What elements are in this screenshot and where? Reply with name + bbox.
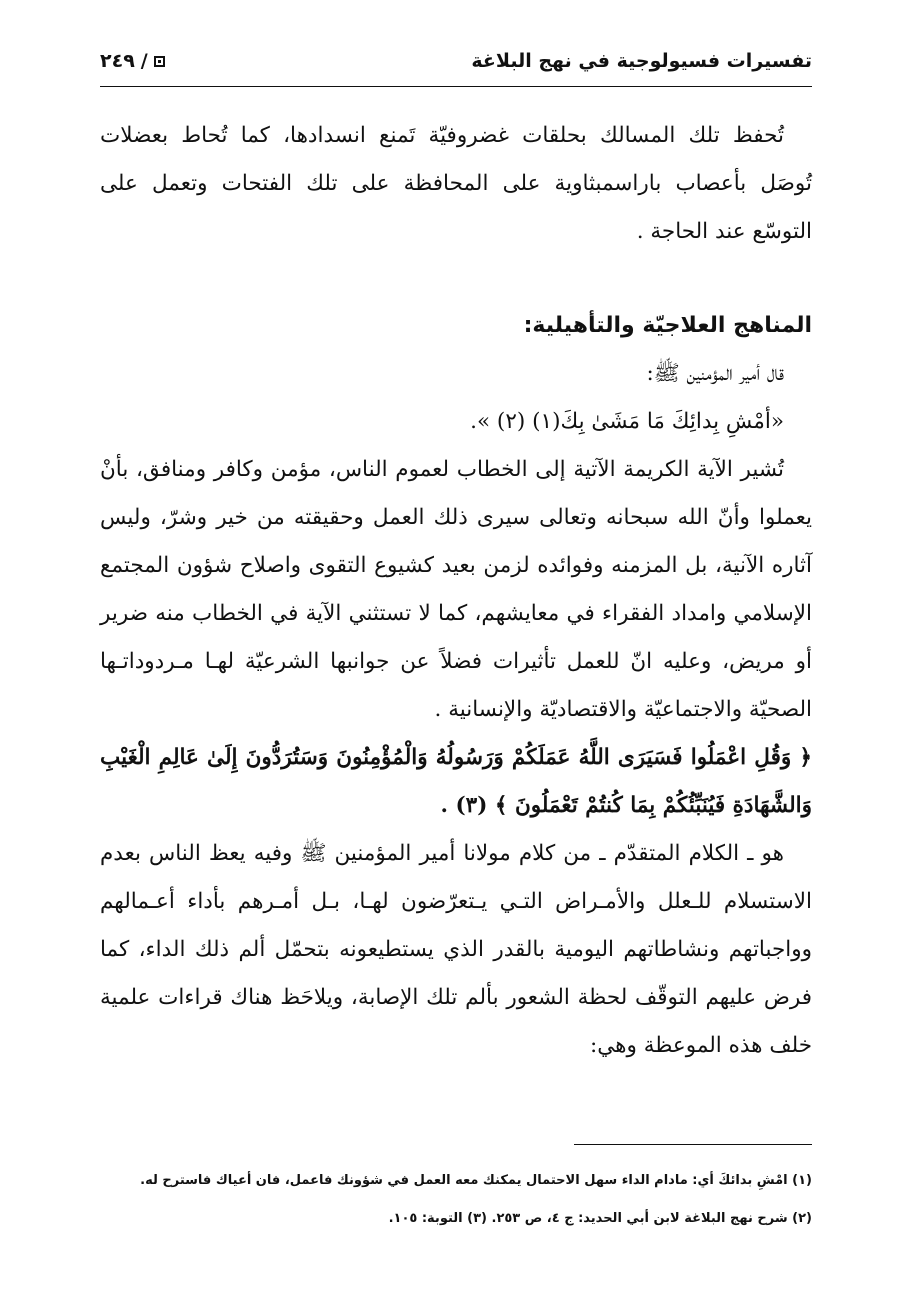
section-heading: المناهج العلاجيّة والتأهيلية: — [523, 313, 812, 338]
page-separator: / — [140, 50, 148, 72]
footnote-divider — [100, 1144, 812, 1145]
paragraph-commentary: تُشير الآية الكريمة الآتية إلى الخطاب لعموم الناس، مؤمن وكافر ومنافق، بأنْ يعملوا وأنّ الله سبحانه وتعالى سيرى ذلك العمل وحقيقته من خير وشرّ، وليس آثاره الآنية، بل المزمنه وفوائده لزمن بعيد كشيوع التقوى واصلاح شؤون المجتمع الإسلامي وامداد الفقراء في معايشهم، كما لا تستثني الآية في الخطاب منه ضرير أو مريض، وعليه انّ للعمل تأثيرات فضلاً عن جوانبها الشرعيّة لهـا مـردوداتـها الصحيّة والاجتماعيّة والاقتصاديّة والإنسانية . — [100, 457, 812, 722]
body-text — [100, 112, 812, 1070]
running-header — [100, 44, 812, 78]
paragraph-intro: تُحفظ تلك المسالك بحلقات غضروفيّة تَمنع انسدادها، كما تُحاط بعضلات تُوصَل بأعصاب باراسمبثاوية على المحافظة على تلك الفتحات وتعمل على التوسّع عند الحاجة . — [100, 123, 812, 244]
paragraph-explanation: هو ـ الكلام المتقدّم ـ من كلام مولانا أمير المؤمنين ﷺ وفيه يعظ الناس بعدم الاستسلام للـعلل والأمـراض التـي يـتعرّضون لهـا، بـل أمـرهم بأداء أعـمالهم وواجباتهم ونشاطاتهم اليومية بالقدر الذي يستطيعونه بتحمّل ألم ذلك الداء، كما فرض عليهم التوقّف لحظة الشعور بألم تلك الإصابة، ويلاحَظ هناك قراءات علمية خلف هذه الموعظة وهي: — [100, 841, 812, 1058]
page-number: ٢٤٩ — [100, 50, 135, 72]
book-title: تفسيرات فسيولوجية في نهج البلاغة — [471, 50, 812, 72]
quran-verse: ﴿ وَقُلِ اعْمَلُوا فَسَيَرَى اللَّهُ عَمَلَكُمْ وَرَسُولُهُ وَالْمُؤْمِنُونَ وَسَتُرَدُّونَ إِلَىٰ عَالِمِ الْغَيْبِ وَالشَّهَادَةِ فَيُنَبِّئُكُمْ بِمَا كُنتُمْ تَعْمَلُونَ ﴾ (٣) . — [100, 745, 812, 818]
paragraph-quote: «أمْشِ بِدائِكَ مَا مَشَىٰ بِكَ(١) (٢) ». — [470, 409, 784, 434]
square-ornament-icon — [154, 56, 165, 67]
header-divider — [100, 86, 812, 87]
paragraph-quote-intro: قال أمير المؤمنين ﷺ: — [646, 361, 784, 386]
footnote-2: (٢) شرح نهج البلاغة لابن أبي الحديد: ج ٤، ص ٢٥٣. (٣) التوبة: ١٠٥. — [388, 1211, 812, 1226]
page-number-block — [100, 50, 165, 72]
footnote-1: (١) امْشِ بدائكَ أي: مادام الداء سهل الاحتمال يمكنك معه العمل في شؤونك فاعمل، فان أعياك فاسترح له. — [140, 1173, 812, 1188]
footnotes — [100, 1162, 812, 1238]
